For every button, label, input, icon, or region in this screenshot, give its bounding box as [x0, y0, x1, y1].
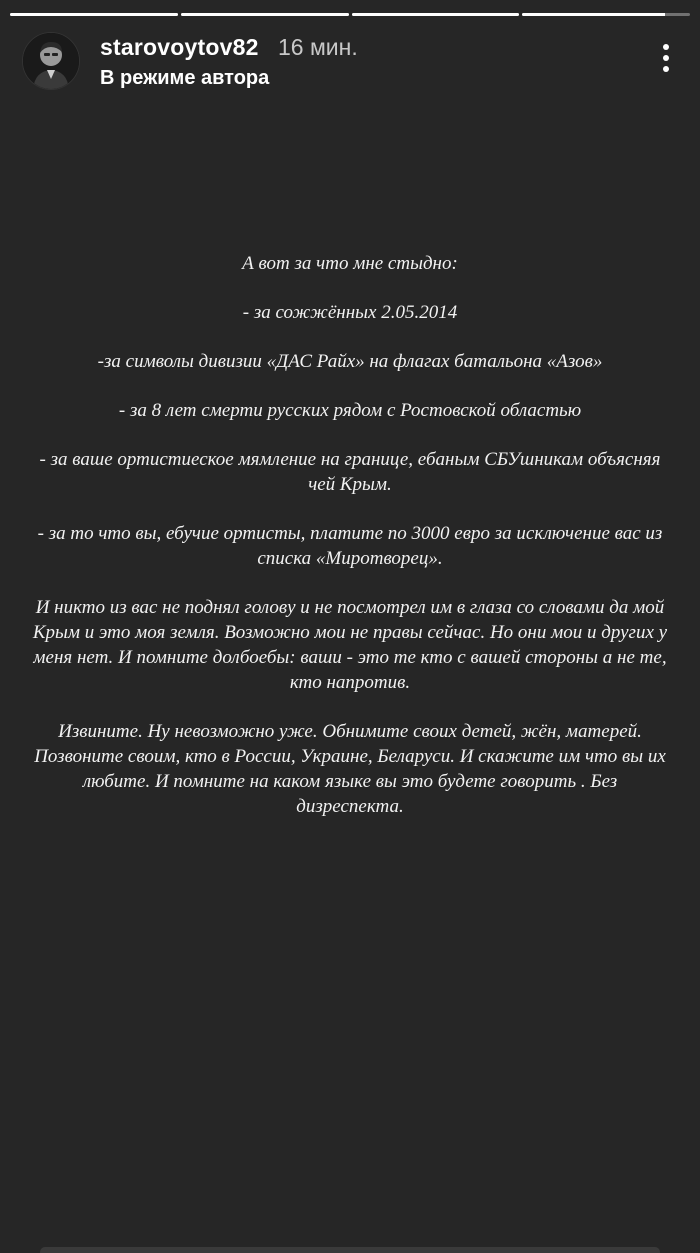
avatar[interactable] [22, 32, 80, 90]
story-paragraph: И никто из вас не поднял голову и не посмотрел им в глаза со словами да мой Крым и это моя земля. Возможно мои не правы сейчас. Но они мои и других у меня нет. И помните долбоебы: ваши - это те кто с вашей стороны а не те, кто напротив. [32, 597, 668, 693]
more-vertical-icon[interactable] [658, 44, 674, 78]
story-progress-bar [10, 13, 690, 16]
story-paragraph: - за 8 лет смерти русских рядом с Ростовской областью [118, 400, 582, 421]
progress-segment [352, 13, 520, 16]
progress-segment [181, 13, 349, 16]
progress-segment [522, 13, 690, 16]
story-paragraph: Извините. Ну невозможно уже. Обнимите своих детей, жён, матерей. Позвоните своим, кто в России, Украине, Беларуси. И скажите им что вы их любите. И помните на каком языке вы это будете говорить . Без дизреспекта. [34, 721, 666, 817]
story-paragraph: - за сожжённых 2.05.2014 [242, 302, 458, 323]
timestamp: 16 мин. [278, 34, 358, 60]
story-paragraph: А вот за что мне стыдно: [242, 253, 458, 274]
story-paragraph: - за ваше ортистиеское мямление на границе, ебаным СБУшникам объясняя чей Крым. [39, 449, 661, 495]
progress-segment [10, 13, 178, 16]
author-mode-label: В режиме автора [100, 67, 270, 89]
story-paragraph: -за символы дивизии «ДАС Райх» на флагах батальона «Азов» [97, 351, 603, 372]
bottom-bar [40, 1247, 660, 1253]
username[interactable]: starovoytov82 [100, 34, 259, 60]
story-header [22, 30, 678, 92]
story-text [30, 251, 670, 843]
story-paragraph: - за то что вы, ебучие ортисты, платите по 3000 евро за исключение вас из списка «Миротворец». [37, 523, 663, 569]
